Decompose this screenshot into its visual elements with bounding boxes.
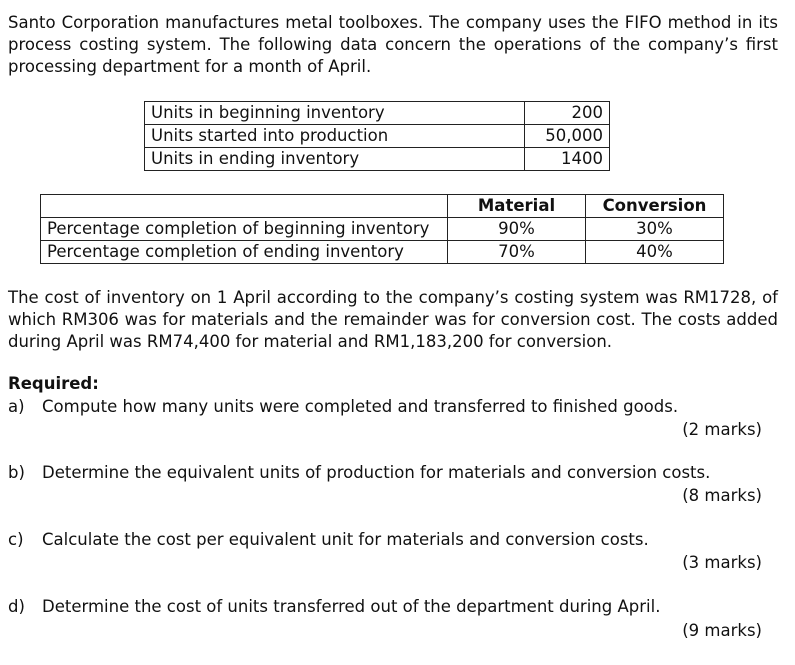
pct-conversion: 30% [586,218,724,241]
table-row [145,148,610,171]
pct-conversion: 40% [586,241,724,264]
question-c-marks: (3 marks) [682,553,762,572]
question-c [8,529,649,551]
percentage-completion-table [40,194,724,264]
header-blank-cell [41,195,448,218]
table-row [145,125,610,148]
question-a-marks: (2 marks) [682,420,762,439]
question-number: c) [8,530,24,549]
required-heading: Required: [8,374,99,393]
header-material: Material [448,195,586,218]
units-value: 200 [525,102,610,125]
header-conversion: Conversion [586,195,724,218]
question-number: b) [8,463,25,482]
pct-label: Percentage completion of ending inventory [41,241,448,264]
table-row [41,218,724,241]
cost-paragraph: The cost of inventory on 1 April according to the company’s costing system was RM1728, of which RM306 was for materials and the remainder was for conversion cost. The costs added during April was RM74,400 for material and RM1,183,200 for conversion. [8,288,778,351]
question-d-marks: (9 marks) [682,621,762,640]
pct-label: Percentage completion of beginning inventory [41,218,448,241]
question-text: Compute how many units were completed and transferred to finished goods. [42,397,679,416]
question-number: d) [8,597,25,616]
pct-material: 70% [448,241,586,264]
table-row [41,241,724,264]
pct-material: 90% [448,218,586,241]
units-label: Units in beginning inventory [145,102,525,125]
units-value: 1400 [525,148,610,171]
question-text: Determine the cost of units transferred out of the department during April. [42,597,661,616]
units-table [144,101,610,171]
question-number: a) [8,397,25,416]
question-b [8,462,710,484]
question-d [8,596,660,618]
units-label: Units started into production [145,125,525,148]
units-label: Units in ending inventory [145,148,525,171]
question-b-marks: (8 marks) [682,486,762,505]
question-text: Determine the equivalent units of production for materials and conversion costs. [42,463,711,482]
question-a [8,396,678,418]
table-row [145,102,610,125]
question-text: Calculate the cost per equivalent unit for materials and conversion costs. [42,530,649,549]
table-header-row [41,195,724,218]
intro-paragraph: Santo Corporation manufactures metal toolboxes. The company uses the FIFO method in its process costing system. The following data concern the operations of the company’s first processing department for a month of April. [8,13,778,76]
units-value: 50,000 [525,125,610,148]
